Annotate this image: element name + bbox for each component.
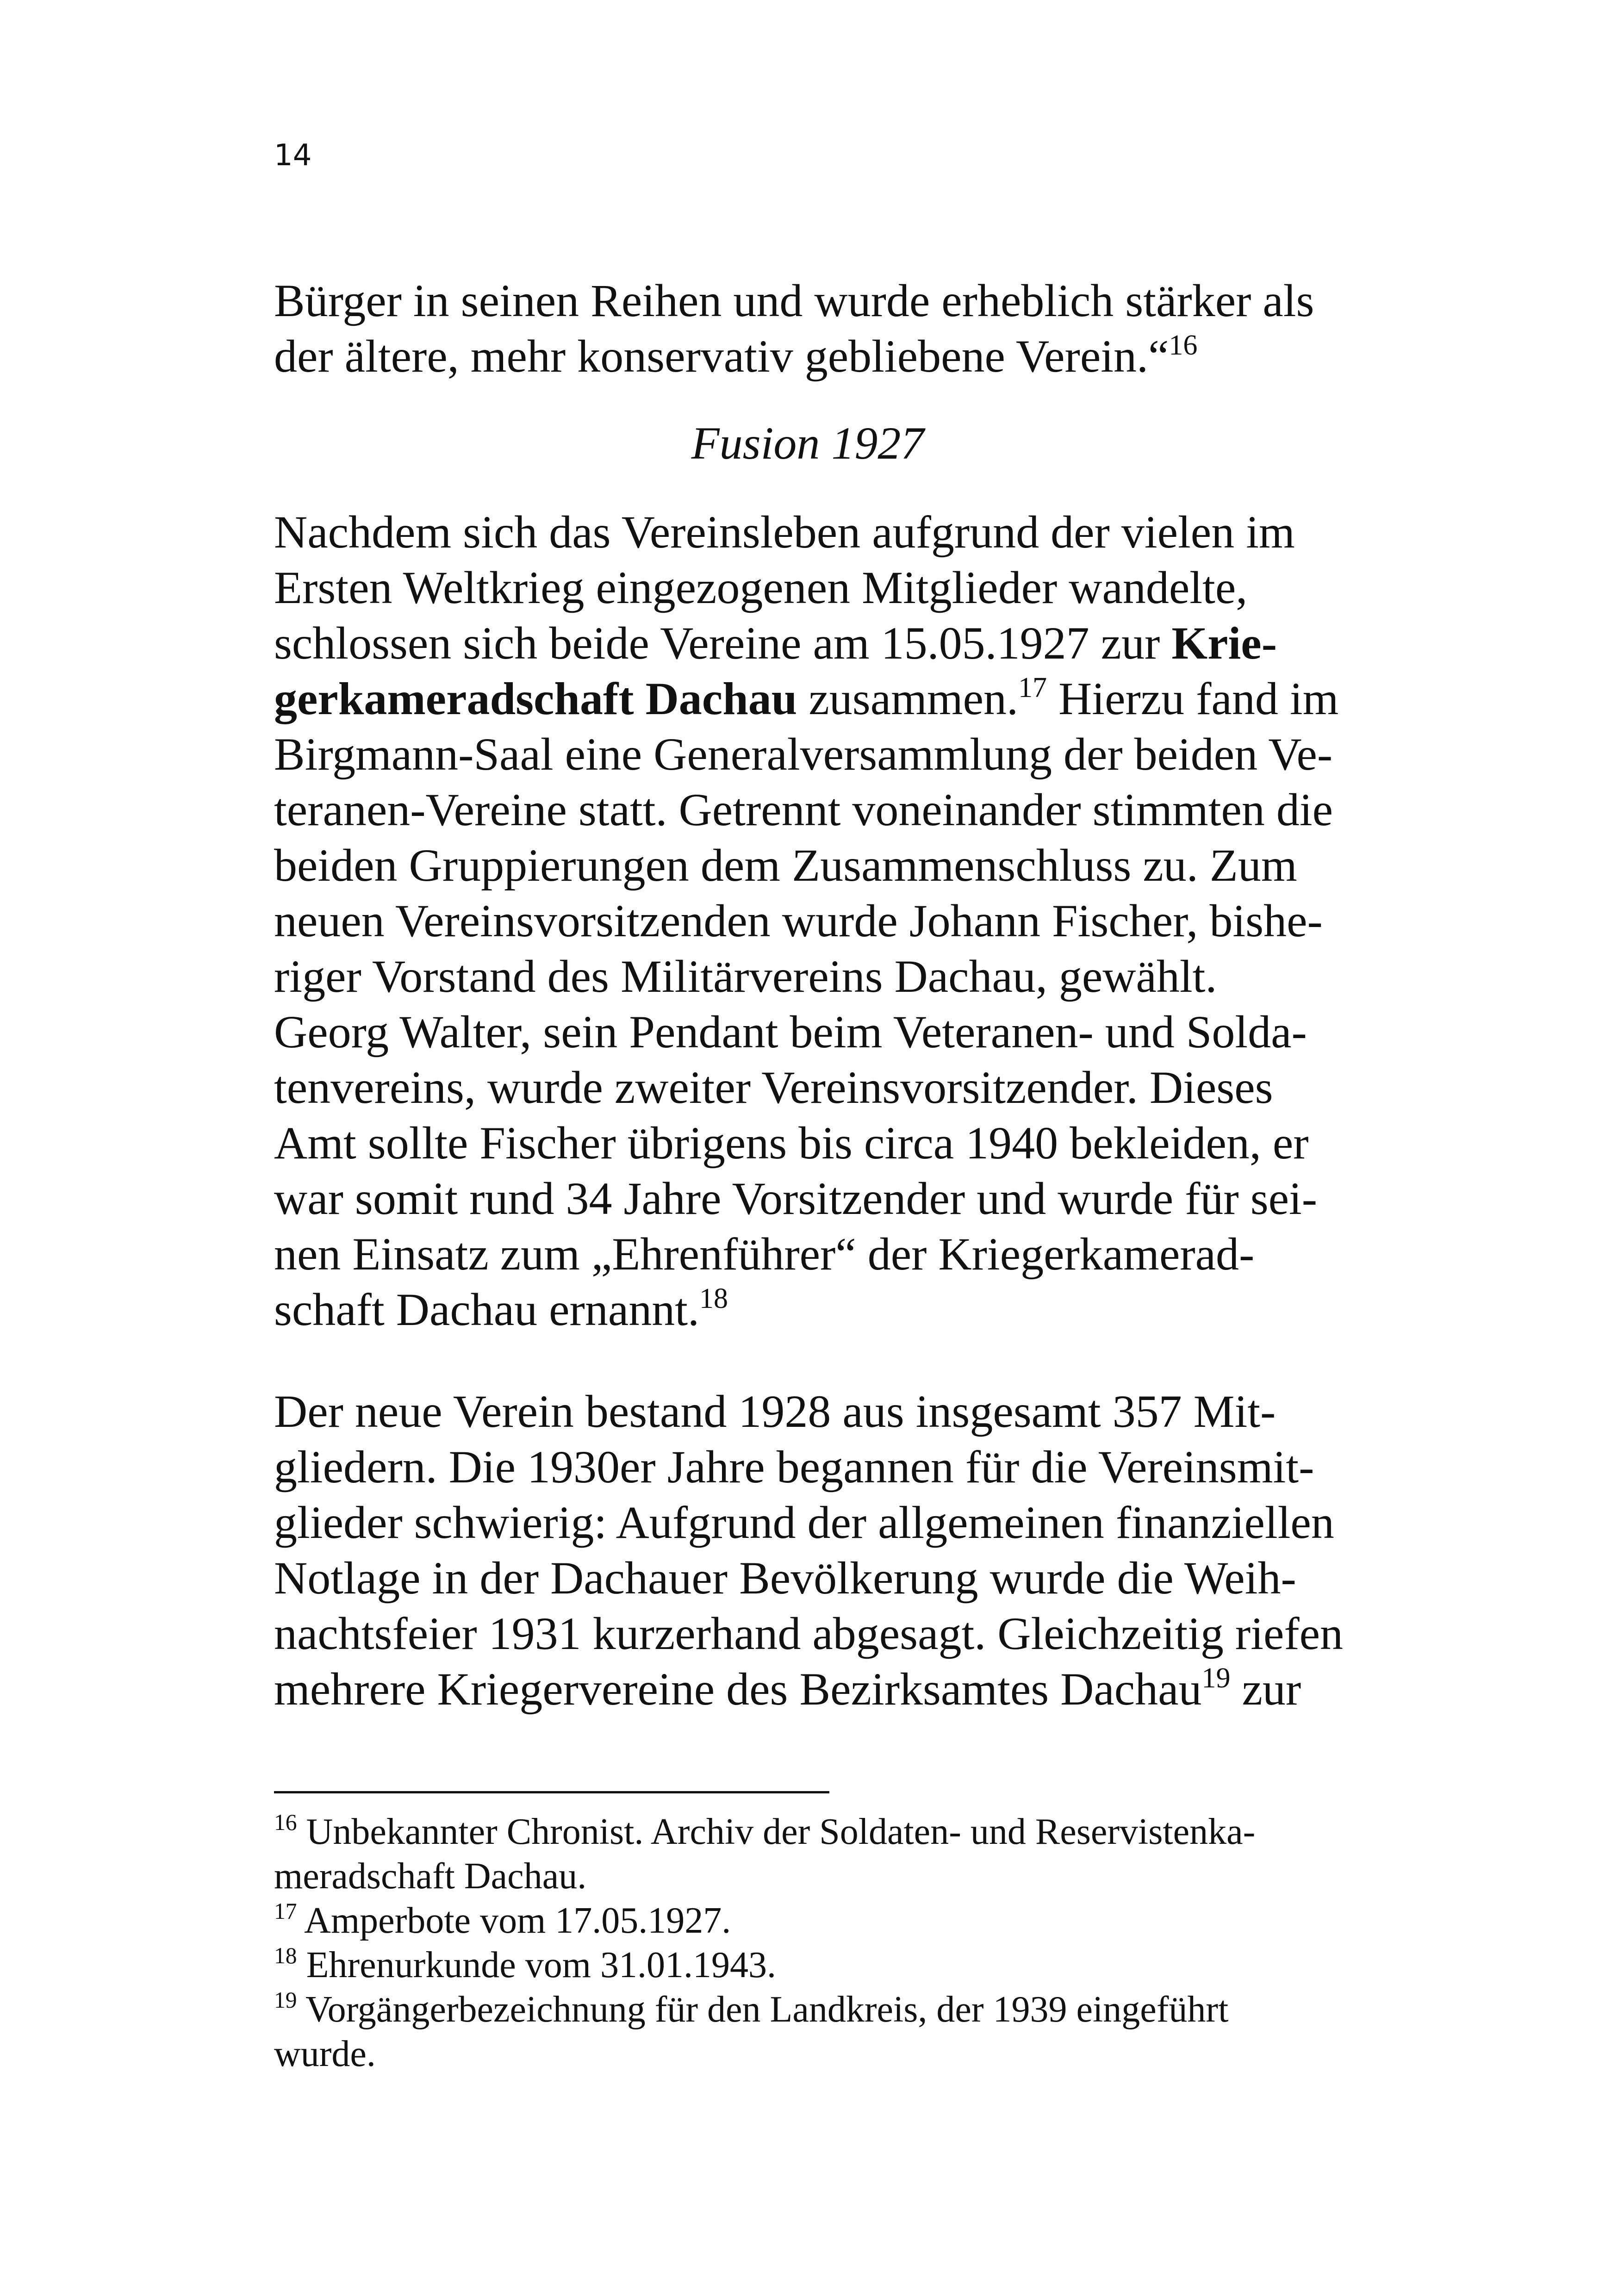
body-text-line	[274, 329, 1197, 384]
text-span: zusammen.	[797, 673, 1019, 724]
body-text-line	[274, 1171, 1317, 1226]
footnote-text: meradschaft Dachau.	[274, 1856, 587, 1897]
bold-term: gerkameradschaft Dachau	[274, 673, 797, 724]
footnote-line	[274, 1810, 1255, 1854]
footnote-number: 19	[274, 1987, 297, 2013]
footnote-line	[274, 2032, 376, 2076]
body-text-line	[274, 1550, 1296, 1606]
text-span: Amt sollte Fischer übrigens bis circa 1940 bekleiden, er	[274, 1117, 1309, 1169]
body-text-line	[274, 1282, 728, 1338]
footnote-text: Vorgängerbezeichnung für den Landkreis, der 1939 eingeführt	[297, 1989, 1229, 2030]
body-text-line	[274, 616, 1277, 671]
footnote-number: 18	[274, 1942, 297, 1968]
text-span: war somit rund 34 Jahre Vorsitzender und wurde für sei-	[274, 1173, 1318, 1224]
text-span: Georg Walter, sein Pendant beim Veteranen- und Solda-	[274, 1006, 1307, 1058]
footnote-line	[274, 1854, 586, 1898]
text-span: riger Vorstand des Militärvereins Dachau, gewählt.	[274, 951, 1217, 1002]
text-span: nachtsfeier 1931 kurzerhand abgesagt. Gleichzeitig riefen	[274, 1608, 1344, 1659]
footnote-reference[interactable]: 16	[1169, 329, 1198, 361]
text-span: schlossen sich beide Vereine am 15.05.1927 zur	[274, 617, 1172, 669]
text-span: tenvereins, wurde zweiter Vereinsvorsitzender. Dieses	[274, 1062, 1273, 1113]
body-text-line	[274, 1115, 1309, 1171]
footnote-reference[interactable]: 18	[699, 1282, 728, 1314]
text-span: der ältere, mehr konservativ gebliebene Verein.“	[274, 330, 1169, 382]
body-text-line	[274, 782, 1333, 838]
body-text-line	[274, 949, 1217, 1004]
text-span: neuen Vereinsvorsitzenden wurde Johann Fischer, bishe-	[274, 895, 1323, 946]
text-span: Hierzu fand im	[1047, 673, 1339, 724]
body-text-line	[274, 1606, 1343, 1661]
footnote-line	[274, 1943, 776, 1987]
footnote-line	[274, 1898, 731, 1943]
footnote-reference[interactable]: 19	[1201, 1662, 1231, 1694]
footnote-number: 17	[274, 1898, 297, 1924]
body-text-line	[274, 504, 1295, 560]
text-span: beiden Gruppierungen dem Zusammenschluss zu. Zum	[274, 840, 1297, 891]
body-text-line	[274, 1439, 1314, 1495]
text-span: mehrere Kriegervereine des Bezirksamtes Dachau	[274, 1663, 1202, 1715]
body-text-line	[274, 727, 1332, 782]
body-text-line	[274, 1661, 1301, 1717]
text-span: Ersten Weltkrieg eingezogenen Mitglieder wandelte,	[274, 562, 1248, 613]
text-span: teranen-Vereine statt. Getrennt voneinander stimmten die	[274, 784, 1333, 835]
text-span: Birgmann-Saal eine Generalversammlung der beiden Ve-	[274, 728, 1333, 780]
footnote-line	[274, 1987, 1228, 2032]
text-span: Bürger in seinen Reihen und wurde erheblich stärker als	[274, 275, 1314, 326]
text-span: Notlage in der Dachauer Bevölkerung wurde die Weih-	[274, 1552, 1296, 1604]
footnote-text: Ehrenurkunde vom 31.01.1943.	[297, 1945, 776, 1985]
text-span: Nachdem sich das Vereinsleben aufgrund der vielen im	[274, 506, 1295, 558]
footnote-text: wurde.	[274, 2034, 376, 2074]
body-text-line	[274, 273, 1314, 329]
body-text-line	[274, 1495, 1334, 1550]
body-text-line	[274, 1226, 1254, 1282]
body-text-line	[274, 1384, 1276, 1439]
footnote-text: Amperbote vom 17.05.1927.	[297, 1900, 731, 1941]
body-text-line	[274, 1004, 1307, 1060]
text-span: nen Einsatz zum „Ehrenführer“ der Kriegerkamerad-	[274, 1228, 1255, 1280]
page-number: 14	[274, 138, 312, 173]
text-span: zur	[1230, 1663, 1301, 1715]
text-span: gliedern. Die 1930er Jahre begannen für die Vereinsmit-	[274, 1441, 1314, 1493]
text-span: glieder schwierig: Aufgrund der allgemeinen finanziellen	[274, 1497, 1334, 1548]
body-text-line	[274, 838, 1297, 893]
text-span: Der neue Verein bestand 1928 aus insgesamt 357 Mit-	[274, 1386, 1276, 1437]
bold-term: Krie-	[1171, 617, 1277, 669]
footnote-number: 16	[274, 1809, 297, 1835]
body-text-line	[274, 893, 1323, 949]
body-text-line	[274, 560, 1247, 616]
body-text-line	[274, 1060, 1273, 1115]
footnote-text: Unbekannter Chronist. Archiv der Soldaten- und Reservistenka-	[297, 1811, 1256, 1852]
footnote-separator	[274, 1791, 829, 1793]
body-text-line	[274, 671, 1338, 727]
footnote-reference[interactable]: 17	[1018, 672, 1047, 703]
text-span: schaft Dachau ernannt.	[274, 1284, 699, 1335]
section-heading: Fusion 1927	[691, 417, 924, 469]
